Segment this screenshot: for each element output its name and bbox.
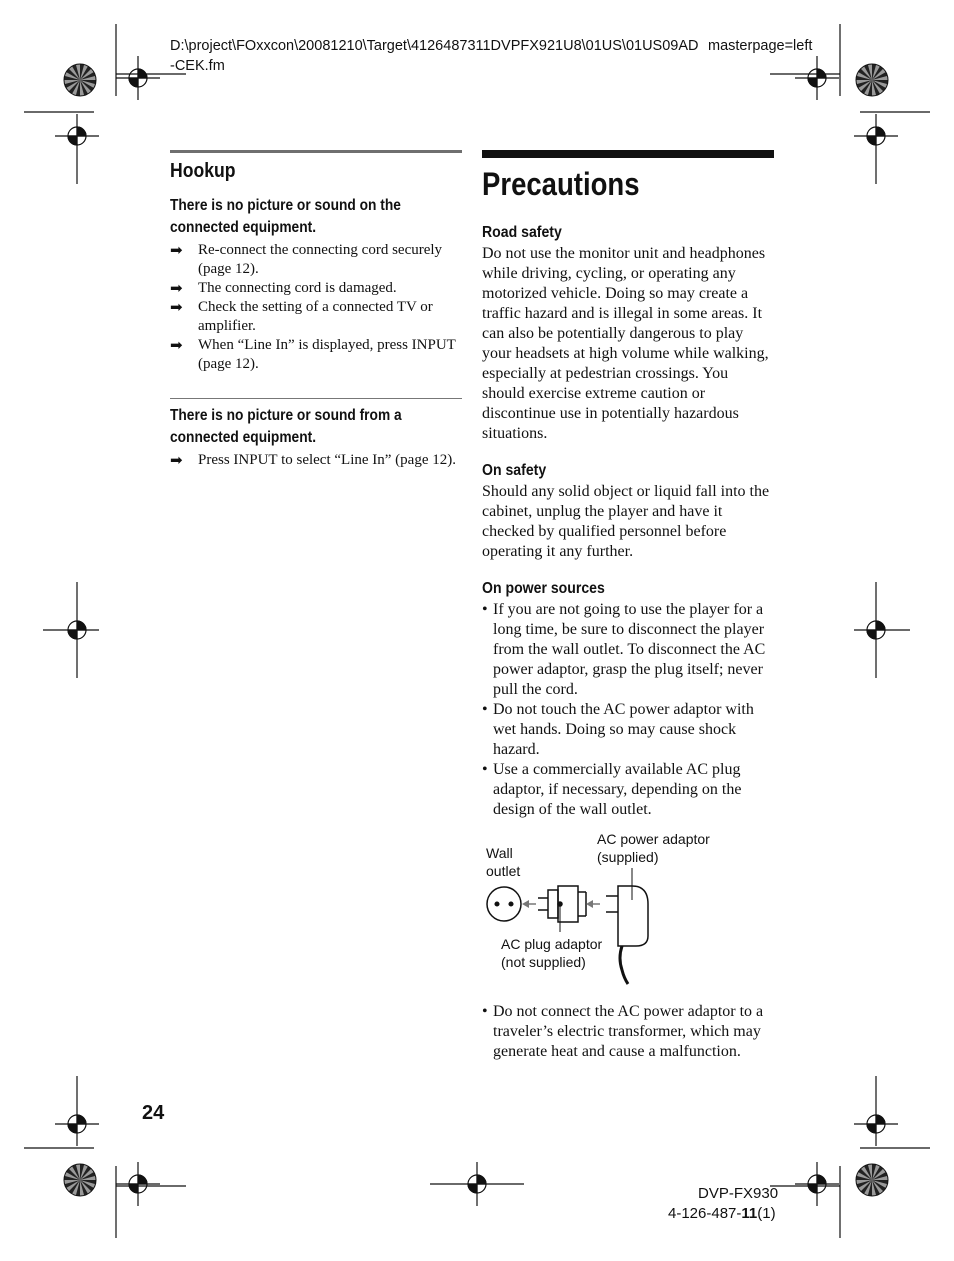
on-safety-block	[482, 460, 774, 562]
arrow-right-icon: ➡	[170, 241, 183, 259]
question-heading-line-2: connected equipment.	[170, 219, 317, 236]
file-path-line-2: -CEK.fm	[170, 58, 225, 74]
question-heading-line-1: There is no picture or sound from a	[170, 407, 402, 424]
wall-outlet-icon	[487, 887, 521, 921]
arrow-right-icon: ➡	[170, 451, 183, 469]
file-path-line-1: D:\project\FOxxcon\20081210\Target\4126487311DVPFX921U8\01US\01US09AD	[170, 38, 699, 54]
precautions-section	[482, 150, 774, 820]
remedy-list	[170, 451, 462, 470]
section-rule	[170, 150, 462, 153]
power-sources-heading: On power sources	[482, 580, 605, 597]
part-number: 4-126-487-11(1)	[668, 1205, 776, 1222]
bullet-icon: •	[482, 761, 488, 778]
starburst-icon	[64, 1164, 96, 1196]
arrow-right-icon: ➡	[170, 336, 183, 354]
list-item: ➡ When “Line In” is displayed, press INPUT (page 12).	[170, 336, 456, 372]
starburst-icon	[64, 64, 96, 96]
list-item: ➡ Re-connect the connecting cord securely (page 12).	[170, 241, 443, 277]
hookup-title: Hookup	[170, 160, 236, 182]
power-sources-list-continued	[482, 1002, 774, 1062]
arrow-right-icon: ➡	[170, 298, 183, 316]
arrow-left-icon	[586, 900, 600, 908]
bullet-icon: •	[482, 601, 488, 618]
bullet-icon: •	[482, 1003, 488, 1020]
list-item: • If you are not going to use the player for a long time, be sure to disconnect the player from the wall outlet. To disconnect the AC power adaptor, grasp the plug itself; never pull the cord.	[482, 601, 766, 698]
list-item: • Use a commercially available AC plug adaptor, if necessary, depending on the design of the wall outlet.	[482, 761, 742, 818]
list-item: • Do not touch the AC power adaptor with wet hands. Doing so may cause shock hazard.	[482, 701, 754, 758]
plug-adaptor-icon	[538, 886, 586, 932]
plug-illustration	[482, 828, 774, 988]
list-item: ➡ The connecting cord is damaged.	[170, 279, 397, 297]
ac-power-adaptor-label: AC power adaptor (supplied)	[597, 831, 710, 865]
arrow-right-icon: ➡	[170, 279, 183, 297]
bullet-icon: •	[482, 701, 488, 718]
road-safety-heading: Road safety	[482, 224, 562, 241]
hookup-question-2	[170, 405, 462, 470]
list-item: ➡ Press INPUT to select “Line In” (page 12).	[170, 451, 456, 469]
hookup-section	[170, 150, 462, 470]
arrow-left-icon	[522, 900, 536, 908]
question-heading-line-1: There is no picture or sound on the	[170, 197, 401, 214]
divider	[170, 398, 462, 399]
list-item: ➡ Check the setting of a connected TV or amplifier.	[170, 298, 433, 334]
master-page-label: masterpage=left	[708, 38, 813, 54]
wall-outlet-label: Wall outlet	[486, 845, 521, 879]
list-item: • Do not connect the AC power adaptor to a traveler’s electric transformer, which may generate heat and cause a malfunction.	[482, 1003, 764, 1060]
road-safety-block	[482, 222, 774, 444]
remedy-list	[170, 241, 462, 374]
power-sources-list	[482, 600, 774, 820]
ac-adaptor-icon	[606, 868, 648, 984]
question-heading-line-2: connected equipment.	[170, 429, 317, 446]
hookup-question-1	[170, 195, 462, 374]
power-adaptor-diagram	[482, 828, 774, 988]
on-safety-text: Should any solid object or liquid fall into the cabinet, unplug the player and have it checked by qualified personnel before operating it any further.	[482, 483, 770, 560]
starburst-icon	[856, 64, 888, 96]
power-sources-block	[482, 578, 774, 820]
ac-plug-adaptor-label: AC plug adaptor (not supplied)	[501, 936, 603, 970]
starburst-icon	[856, 1164, 888, 1196]
file-path	[170, 36, 699, 76]
page-number: 24	[142, 1102, 165, 1124]
on-safety-heading: On safety	[482, 462, 547, 479]
precautions-title: Precautions	[482, 166, 640, 202]
road-safety-text: Do not use the monitor unit and headphones while driving, cycling, or operating any motorized vehicle. Doing so may create a traffic hazard and is illegal in some areas. It can also be potentially dangerous to play your headsets at high volume while walking, especially at pedestrian crossings. You should exercise extreme caution or discontinue use in potentially hazardous situations.	[482, 245, 769, 442]
model-number: DVP-FX930	[698, 1185, 779, 1202]
title-rule	[482, 150, 774, 158]
